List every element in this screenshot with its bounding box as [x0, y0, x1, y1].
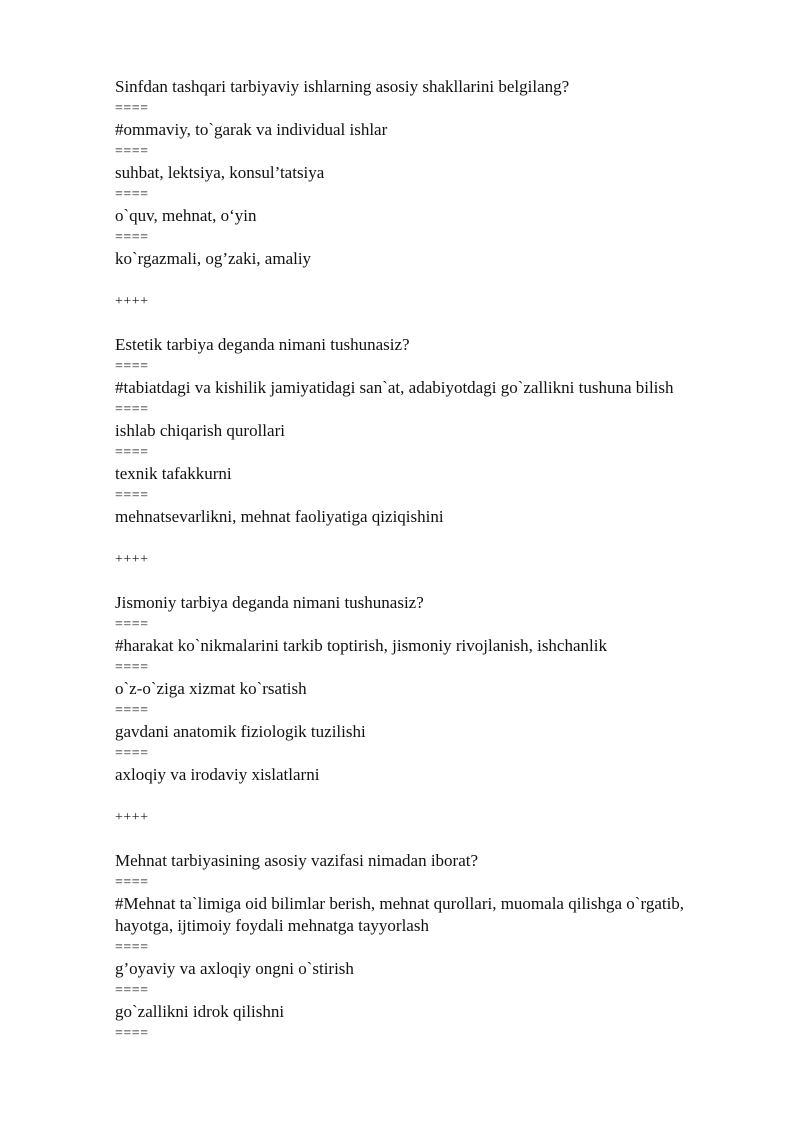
answer-separator: ==== [115, 703, 149, 718]
answer-option: mehnatsevarlikni, mehnat faoliyatiga qiziqishini [115, 507, 444, 526]
answer-option: o`z-o`ziga xizmat ko`rsatish [115, 679, 307, 698]
answer-correct: #tabiatdagi va kishilik jamiyatidagi san`at, adabiyotdagi go`zallikni tushuna bilish [115, 378, 674, 397]
answer-separator: ==== [115, 359, 149, 374]
answer-separator: ==== [115, 875, 149, 890]
answer-option: texnik tafakkurni [115, 464, 232, 483]
answer-separator: ==== [115, 746, 149, 761]
answer-option: o`quv, mehnat, o‘yin [115, 206, 257, 225]
question-separator: ++++ [115, 552, 149, 567]
answer-separator: ==== [115, 101, 149, 116]
answer-separator: ==== [115, 983, 149, 998]
question-block [115, 76, 755, 270]
answer-option: ishlab chiqarish qurollari [115, 421, 285, 440]
answer-separator: ==== [115, 940, 149, 955]
question-text: Mehnat tarbiyasining asosiy vazifasi nimadan iborat? [115, 851, 479, 870]
answer-separator: ==== [115, 144, 149, 159]
answer-option: go`zallikni idrok qilishni [115, 1002, 285, 1021]
question-block [115, 592, 755, 786]
answer-option: suhbat, lektsiya, konsul’tatsiya [115, 163, 325, 182]
question-text: Sinfdan tashqari tarbiyaviy ishlarning asosiy shakllarini belgilang? [115, 77, 570, 96]
answer-separator: ==== [115, 187, 149, 202]
question-separator: ++++ [115, 810, 149, 825]
answer-separator: ==== [115, 402, 149, 417]
answer-separator: ==== [115, 617, 149, 632]
question-text: Jismoniy tarbiya deganda nimani tushunasiz? [115, 593, 424, 612]
answer-separator: ==== [115, 660, 149, 675]
answer-separator: ==== [115, 230, 149, 245]
question-text: Estetik tarbiya deganda nimani tushunasiz? [115, 335, 410, 354]
question-separator: ++++ [115, 294, 149, 309]
question-block [115, 850, 755, 1044]
answer-separator: ==== [115, 1026, 149, 1041]
answer-separator: ==== [115, 488, 149, 503]
question-block [115, 334, 755, 528]
answer-option: ko`rgazmali, og’zaki, amaliy [115, 249, 312, 268]
answer-correct: #ommaviy, to`garak va individual ishlar [115, 120, 388, 139]
answer-option: g’oyaviy va axloqiy ongni o`stirish [115, 959, 354, 978]
answer-correct: #Mehnat ta`limiga oid bilimlar berish, mehnat qurollari, muomala qilishga o`rgatib, hayotga, ijtimoiy foydali mehnatga tayyorlash [115, 894, 685, 935]
answer-correct: #harakat ko`nikmalarini tarkib toptirish, jismoniy rivojlanish, ishchanlik [115, 636, 607, 655]
answer-option: axloqiy va irodaviy xislatlarni [115, 765, 320, 784]
document-page [115, 76, 755, 1044]
answer-option: gavdani anatomik fiziologik tuzilishi [115, 722, 366, 741]
answer-separator: ==== [115, 445, 149, 460]
